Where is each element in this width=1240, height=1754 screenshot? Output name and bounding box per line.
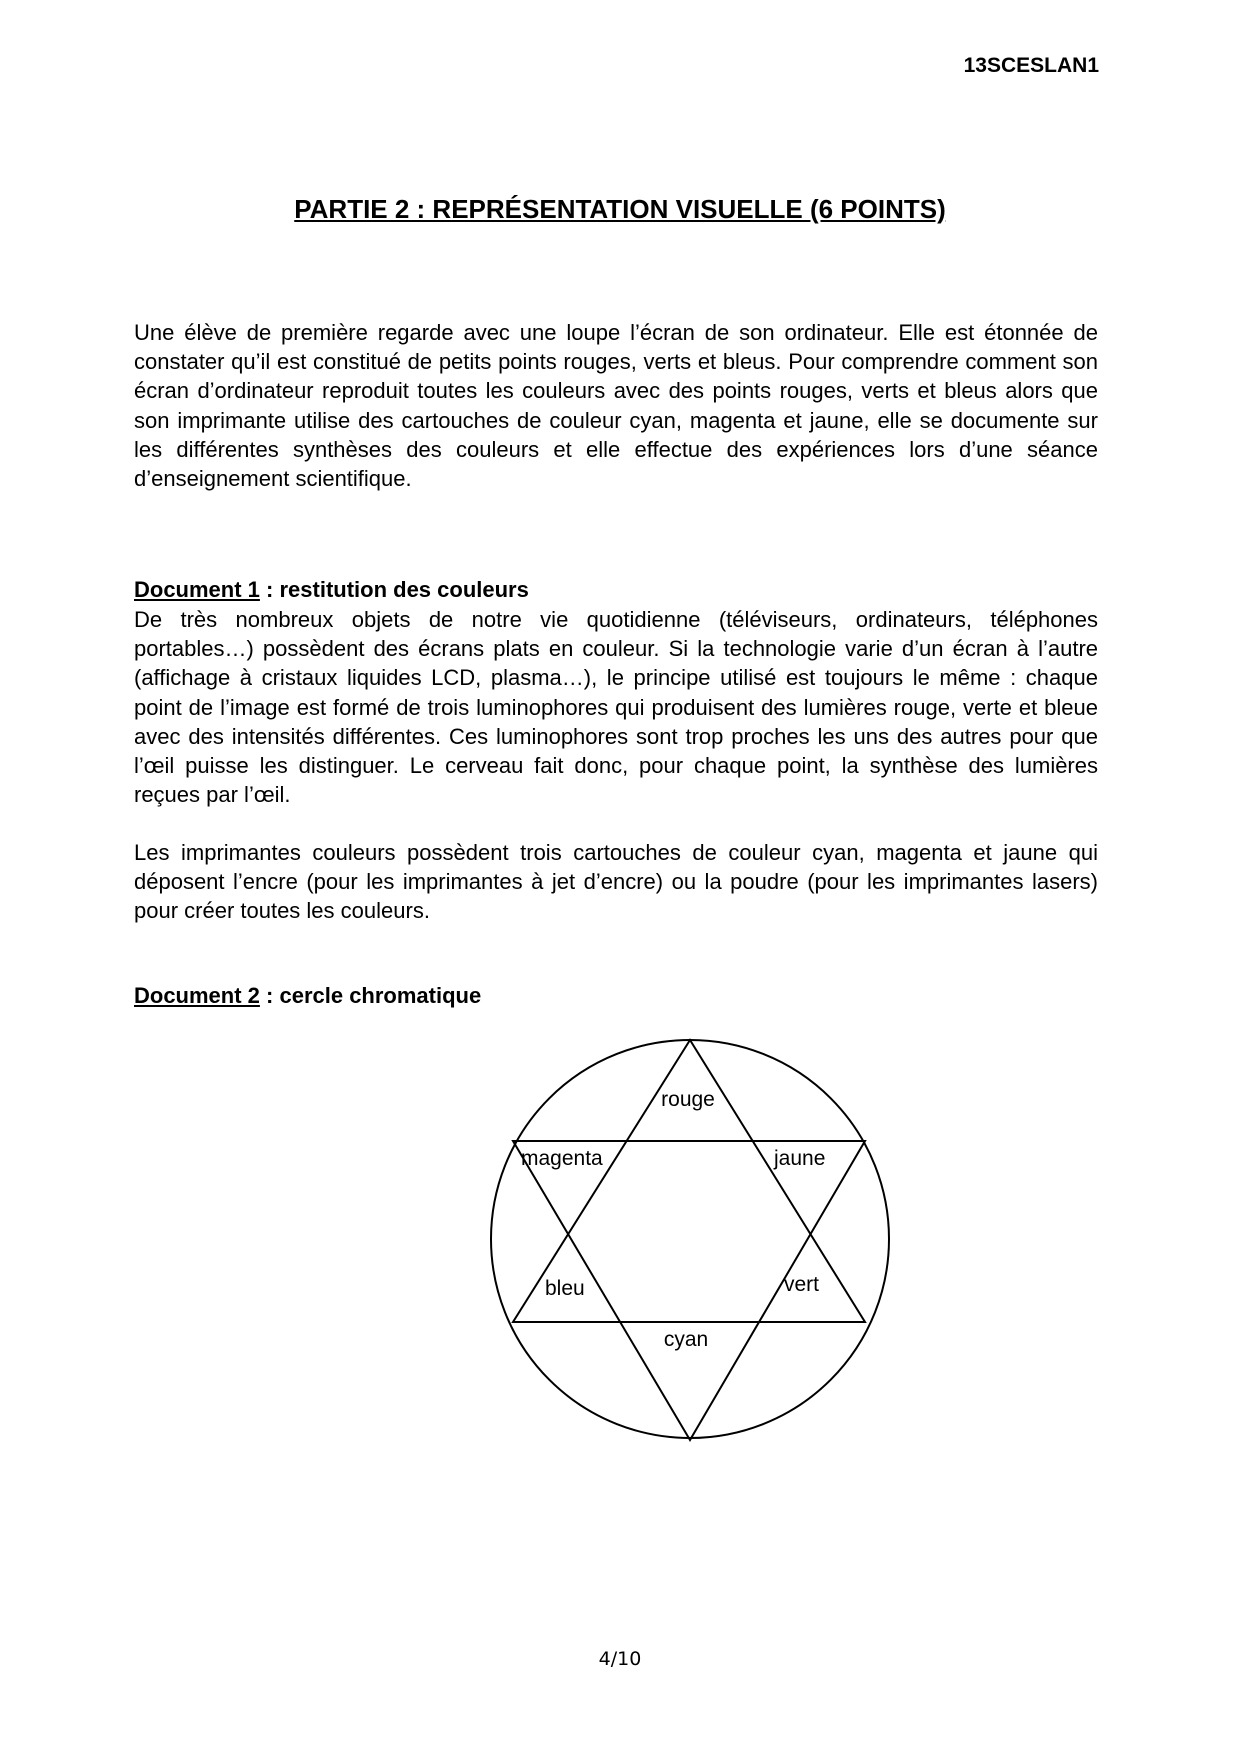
intro-paragraph: Une élève de première regarde avec une loupe l’écran de son ordinateur. Elle est étonnée de constater qu’il est constitué de petits points rouges, verts et bleus. Pour comprendre comment son écran d’ordinateur reproduit toutes les couleurs avec des points rouges, verts et bleus alors que son imprimante utilise des cartouches de couleur cyan, magenta et jaune, elle se documente sur les différentes synthèses des couleurs et elle effectue des expériences lors d’une séance d’enseignement scientifique. [134,320,1098,492]
label-bleu: bleu [545,1277,585,1300]
document-1-heading [134,577,529,603]
label-vert: vert [784,1273,820,1296]
exam-code: 13SCESLAN1 [963,54,1099,77]
document-1-label: Document 1 [134,577,260,602]
label-magenta: magenta [521,1147,603,1170]
document-1-paragraph-2: Les imprimantes couleurs possèdent trois cartouches de couleur cyan, magenta et jaune qui déposent l’encre (pour les imprimantes à jet d’encre) ou la poudre (pour les imprimantes lasers) pour créer toutes les couleurs. [134,840,1098,924]
document-2-title: : cercle chromatique [259,983,482,1008]
part-title: PARTIE 2 : REPRÉSENTATION VISUELLE (6 POINTS) [294,194,946,224]
document-1-paragraph-1: De très nombreux objets de notre vie quotidienne (téléviseurs, ordinateurs, téléphones portables…) possèdent des écrans plats en couleur. Si la technologie varie d’un écran à l’autre (affichage à cristaux liquides LCD, plasma…), le principe utilisé est toujours le même : chaque point de l’image est formé de trois luminophores qui produisent des lumières rouge, verte et bleue avec des intensités différentes. Ces luminophores sont trop proches les uns des autres pour que l’œil puisse les distinguer. Le cerveau fait donc, pour chaque point, la synthèse des lumières reçues par l’œil. [134,607,1098,808]
color-wheel-diagram [490,1036,902,1448]
label-cyan: cyan [663,1328,709,1351]
label-rouge: rouge [661,1088,715,1111]
page-number: 4/10 [598,1648,642,1670]
document-2-label: Document 2 [134,983,260,1008]
document-1-title: : restitution des couleurs [259,577,529,602]
label-jaune: jaune [774,1147,826,1170]
document-2-heading [134,983,481,1009]
